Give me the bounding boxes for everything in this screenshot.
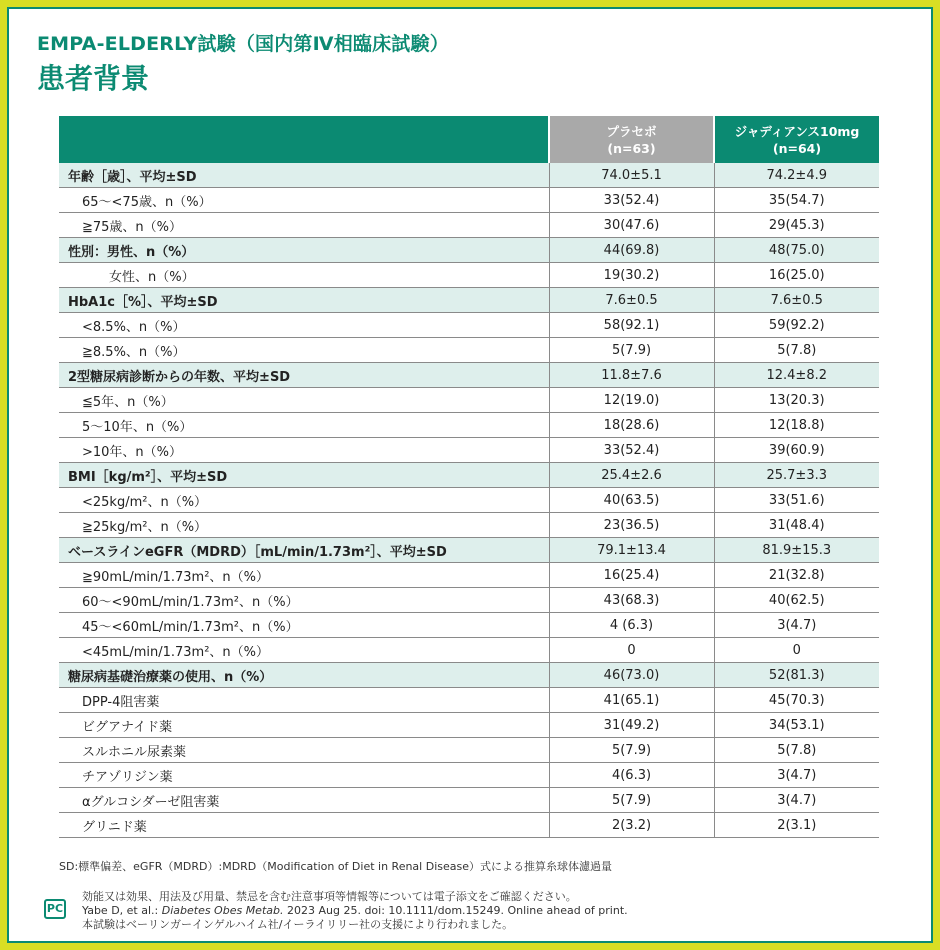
row-label: DPP-4阻害薬	[59, 688, 549, 713]
table-row	[59, 413, 879, 438]
jardiance-value: 2(3.1)	[714, 813, 879, 838]
placebo-value: 23(36.5)	[549, 513, 714, 538]
table-row	[59, 488, 879, 513]
jardiance-value: 59(92.2)	[714, 313, 879, 338]
placebo-value: 5(7.9)	[549, 738, 714, 763]
table-row	[59, 688, 879, 713]
placebo-value: 2(3.2)	[549, 813, 714, 838]
placebo-value: 33(52.4)	[549, 188, 714, 213]
row-label: <25kg/m²、n（%）	[59, 488, 549, 513]
reference-line-1: 効能又は効果、用法及び用量、禁忌を含む注意事項等情報等については電子添文をご確認ください。	[82, 890, 577, 903]
placebo-value: 12(19.0)	[549, 388, 714, 413]
page-title: 患者背景	[37, 62, 150, 95]
jardiance-value: 29(45.3)	[714, 213, 879, 238]
row-label: 性別：男性、n（%）	[59, 238, 549, 263]
jardiance-value: 33(51.6)	[714, 488, 879, 513]
jardiance-value: 74.2±4.9	[714, 163, 879, 188]
row-label: ビグアナイド薬	[59, 713, 549, 738]
placebo-value: 18(28.6)	[549, 413, 714, 438]
placebo-value: 33(52.4)	[549, 438, 714, 463]
placebo-value: 46(73.0)	[549, 663, 714, 688]
jardiance-value: 3(4.7)	[714, 763, 879, 788]
subtitle: EMPA-ELDERLY試験（国内第Ⅳ相臨床試験）	[37, 33, 449, 55]
row-label: ≦5年、n（%）	[59, 388, 549, 413]
jardiance-value: 21(32.8)	[714, 563, 879, 588]
jardiance-value: 3(4.7)	[714, 613, 879, 638]
row-label: 年齢［歳］、平均±SD	[59, 163, 549, 188]
row-label: スルホニル尿素薬	[59, 738, 549, 763]
table-row	[59, 713, 879, 738]
row-label: BMI［kg/m²］、平均±SD	[59, 463, 549, 488]
row-label: <45mL/min/1.73m²、n（%）	[59, 638, 549, 663]
row-label: <8.5%、n（%）	[59, 313, 549, 338]
jardiance-value: 40(62.5)	[714, 588, 879, 613]
row-label: グリニド薬	[59, 813, 549, 838]
table-category-row	[59, 663, 879, 688]
row-label: ベースラインeGFR（MDRD）［mL/min/1.73m²］、平均±SD	[59, 538, 549, 563]
row-label: チアゾリジン薬	[59, 763, 549, 788]
placebo-value: 30(47.6)	[549, 213, 714, 238]
jardiance-value: 0	[714, 638, 879, 663]
jardiance-value: 25.7±3.3	[714, 463, 879, 488]
jardiance-value: 31(48.4)	[714, 513, 879, 538]
jardiance-value: 12.4±8.2	[714, 363, 879, 388]
row-label: ≧75歳、n（%）	[59, 213, 549, 238]
jardiance-value: 12(18.8)	[714, 413, 879, 438]
table-row	[59, 738, 879, 763]
placebo-value: 31(49.2)	[549, 713, 714, 738]
patient-background-table	[59, 116, 879, 838]
table-category-row	[59, 163, 879, 188]
reference-authors: Yabe D, et al.:	[82, 904, 162, 917]
row-label: 60～<90mL/min/1.73m²、n（%）	[59, 588, 549, 613]
row-label: 5～10年、n（%）	[59, 413, 549, 438]
placebo-value: 41(65.1)	[549, 688, 714, 713]
table-row	[59, 763, 879, 788]
jardiance-value: 3(4.7)	[714, 788, 879, 813]
placebo-value: 19(30.2)	[549, 263, 714, 288]
table-row	[59, 563, 879, 588]
table-row	[59, 588, 879, 613]
placebo-value: 25.4±2.6	[549, 463, 714, 488]
table-row	[59, 788, 879, 813]
placebo-value: 7.6±0.5	[549, 288, 714, 313]
placebo-value: 43(68.3)	[549, 588, 714, 613]
row-label: ≧25kg/m²、n（%）	[59, 513, 549, 538]
placebo-value: 4(6.3)	[549, 763, 714, 788]
header-placebo: プラセボ (n=63)	[549, 116, 714, 163]
table-row	[59, 638, 879, 663]
table-row	[59, 313, 879, 338]
placebo-value: 5(7.9)	[549, 338, 714, 363]
reference-journal: Diabetes Obes Metab.	[161, 904, 284, 917]
jardiance-value: 35(54.7)	[714, 188, 879, 213]
table-row	[59, 188, 879, 213]
row-label: ≧8.5%、n（%）	[59, 338, 549, 363]
table-row	[59, 613, 879, 638]
reference-line-3: 本試験はベーリンガーインゲルハイム社/イーライリリー社の支援により行われました。	[82, 918, 514, 931]
placebo-value: 74.0±5.1	[549, 163, 714, 188]
table-row	[59, 438, 879, 463]
table-row	[59, 388, 879, 413]
placebo-value: 11.8±7.6	[549, 363, 714, 388]
row-label: 65～<75歳、n（%）	[59, 188, 549, 213]
row-label: HbA1c［%］、平均±SD	[59, 288, 549, 313]
table-header-row	[59, 116, 879, 163]
table-row	[59, 263, 879, 288]
table-row	[59, 813, 879, 838]
reference-details: 2023 Aug 25. doi: 10.1111/dom.15249. Online ahead of print.	[283, 904, 628, 917]
jardiance-value: 48(75.0)	[714, 238, 879, 263]
table-row	[59, 338, 879, 363]
references	[82, 890, 628, 932]
table-category-row	[59, 238, 879, 263]
jardiance-value: 5(7.8)	[714, 738, 879, 763]
jardiance-value: 13(20.3)	[714, 388, 879, 413]
header-jardiance: ジャディアンス10mg (n=64)	[714, 116, 879, 163]
jardiance-value: 16(25.0)	[714, 263, 879, 288]
placebo-value: 79.1±13.4	[549, 538, 714, 563]
row-label: αグルコシダーゼ阻害薬	[59, 788, 549, 813]
reference-line-2	[82, 904, 628, 918]
placebo-value: 0	[549, 638, 714, 663]
placebo-value: 16(25.4)	[549, 563, 714, 588]
jardiance-value: 52(81.3)	[714, 663, 879, 688]
table-row	[59, 513, 879, 538]
row-label: 糖尿病基礎治療薬の使用、n（%）	[59, 663, 549, 688]
row-label: >10年、n（%）	[59, 438, 549, 463]
placebo-value: 40(63.5)	[549, 488, 714, 513]
footnote: SD:標準偏差、eGFR（MDRD）:MDRD（Modification of Diet in Renal Disease）式による推算糸球体濾過量	[59, 860, 612, 873]
table-row	[59, 213, 879, 238]
jardiance-value: 5(7.8)	[714, 338, 879, 363]
row-label: 2型糖尿病診断からの年数、平均±SD	[59, 363, 549, 388]
row-label: 45～<60mL/min/1.73m²、n（%）	[59, 613, 549, 638]
table-category-row	[59, 363, 879, 388]
table-category-row	[59, 288, 879, 313]
placebo-value: 4 (6.3)	[549, 613, 714, 638]
jardiance-value: 7.6±0.5	[714, 288, 879, 313]
table-category-row	[59, 538, 879, 563]
placebo-value: 58(92.1)	[549, 313, 714, 338]
jardiance-value: 81.9±15.3	[714, 538, 879, 563]
jardiance-value: 39(60.9)	[714, 438, 879, 463]
table-body	[59, 163, 879, 838]
jardiance-value: 45(70.3)	[714, 688, 879, 713]
row-label: ≧90mL/min/1.73m²、n（%）	[59, 563, 549, 588]
placebo-value: 44(69.8)	[549, 238, 714, 263]
placebo-value: 5(7.9)	[549, 788, 714, 813]
table-category-row	[59, 463, 879, 488]
jardiance-value: 34(53.1)	[714, 713, 879, 738]
header-label-cell	[59, 116, 549, 163]
row-label: 女性、n（%）	[59, 263, 549, 288]
pc-icon: PC	[44, 899, 66, 919]
